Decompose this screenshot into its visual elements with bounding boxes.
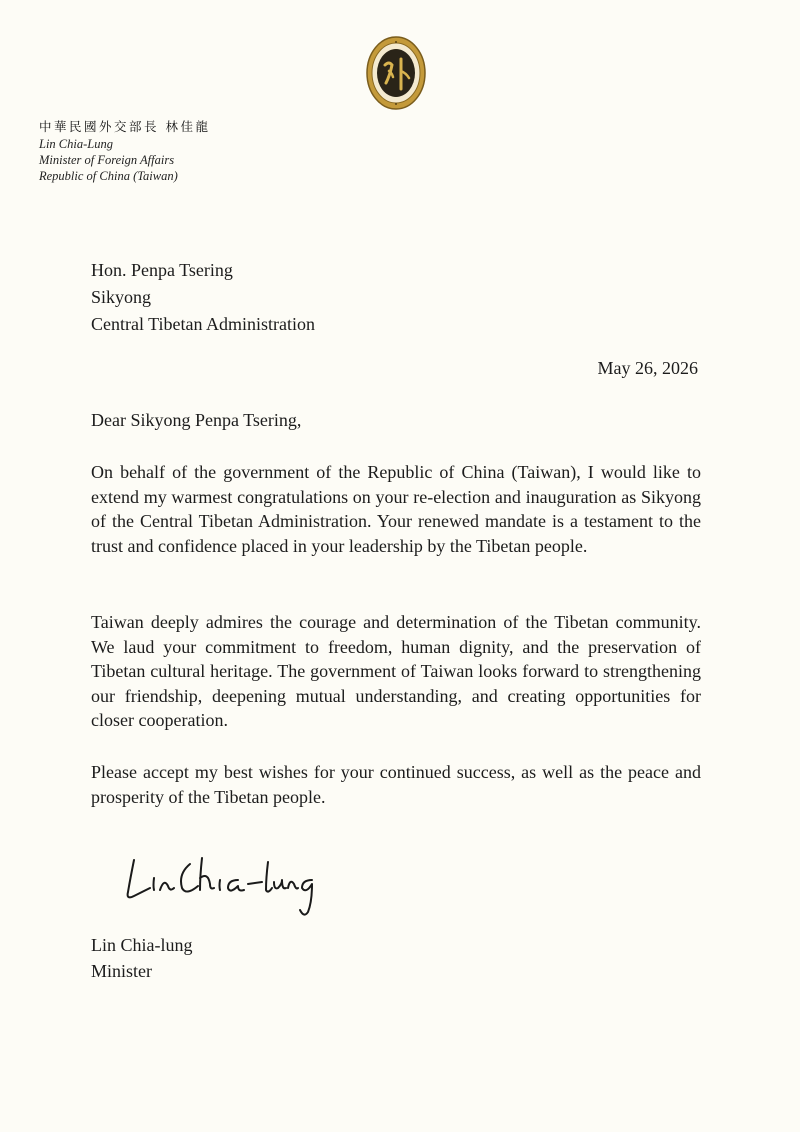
body-paragraph-3 [91,760,701,809]
letterhead-position: Minister of Foreign Affairs [39,153,175,167]
addressee-name: Hon. Penpa Tsering [91,260,233,280]
body-paragraph-2 [91,610,701,733]
addressee-title: Sikyong [91,287,152,307]
ministry-seal-logo [365,35,427,111]
paragraph-text: Please accept my best wishes for your continued success, as well as the peace and prosperity of the Tibetan people. [91,762,701,807]
paragraph-text: On behalf of the government of the Republic of China (Taiwan), I would like to extend my warmest congratulations on your re-election and inauguration as Sikyong of the Central Tibetan Administration. Your renewed mandate is a testament to the trust and confidence placed in your leadership by the Tibetan people. [91,462,701,556]
letter-date: May 26, 2026 [597,358,698,378]
signatory-title: Minister [91,961,152,981]
signatory-block [91,932,193,984]
addressee-organization: Central Tibetan Administration [91,314,315,334]
letterhead [39,117,210,184]
letterhead-chinese-title: 中華民國外交部長 林佳龍 [39,119,211,134]
signatory-name: Lin Chia-lung [91,935,193,955]
letterhead-name: Lin Chia-Lung [39,137,113,151]
addressee-block [91,257,315,338]
body-paragraph-1 [91,460,701,558]
salutation: Dear Sikyong Penpa Tsering, [91,410,302,430]
paragraph-text: Taiwan deeply admires the courage and determination of the Tibetan community. We laud your commitment to freedom, human dignity, and the preservation of Tibetan cultural heritage. The government of Taiwan looks forward to strengthening our friendship, deepening mutual understanding, and creating opportunities for closer cooperation. [91,612,701,730]
handwritten-signature [120,840,330,920]
letterhead-country: Republic of China (Taiwan) [39,169,178,183]
